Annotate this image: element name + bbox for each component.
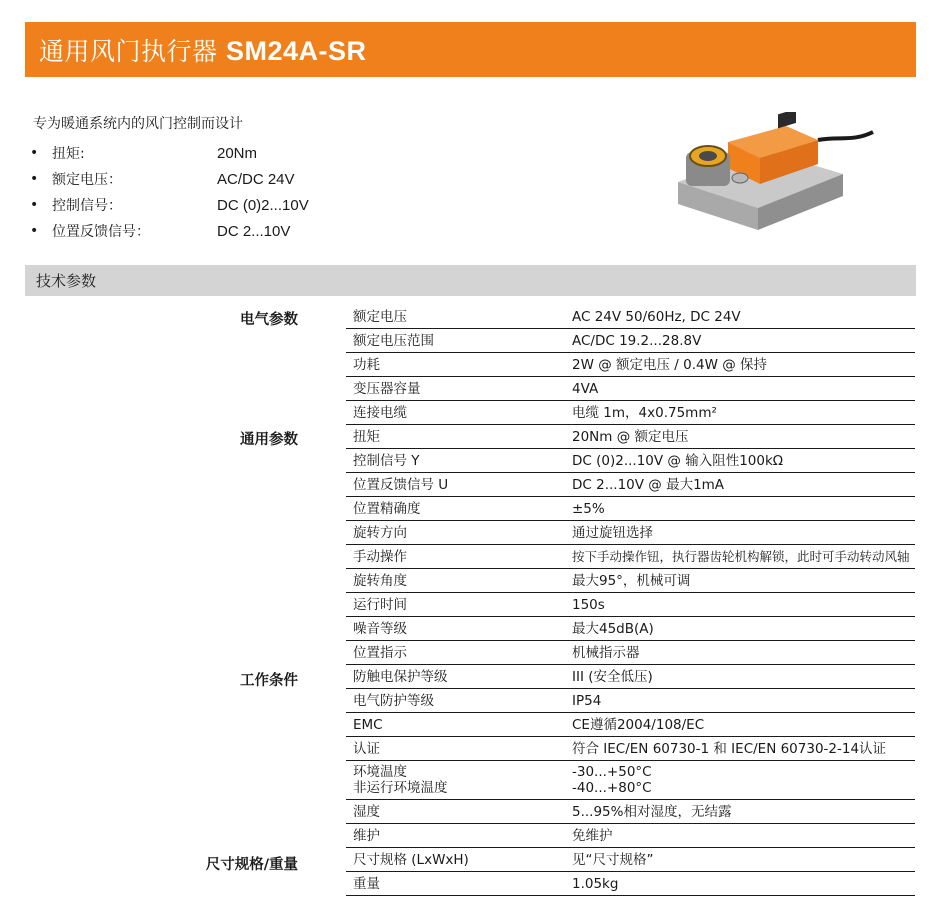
param-value: ±5% [565,497,915,521]
param-value: III (安全低压) [565,665,915,689]
spec-item [30,166,309,192]
spec-list [30,140,309,244]
param-value: 见“尺寸规格” [565,848,915,872]
spec-value: DC (0)2...10V [217,196,309,214]
param-name: EMC [346,713,565,737]
param-value: 按下手动操作钮，执行器齿轮机构解锁，此时可手动转动风轴 [565,545,915,569]
param-name: 旋转角度 [346,569,565,593]
param-name: 噪音等级 [346,617,565,641]
section-header [25,265,916,296]
spec-item [30,218,309,244]
param-name: 防触电保护等级 [346,665,565,689]
table-row [346,737,915,761]
param-name: 位置反馈信号 U [346,473,565,497]
table-row [346,521,915,545]
title-model: SM24A-SR [225,35,367,66]
param-name: 非运行环境温度 [353,780,448,796]
actuator-product-image [668,112,878,242]
table-row [346,449,915,473]
param-name: 功耗 [346,353,565,377]
param-value: 5...95%相对湿度，无结露 [565,800,915,824]
param-value: DC (0)2...10V @ 输入阻性100kΩ [565,449,915,473]
param-name: 手动操作 [346,545,565,569]
param-name: 认证 [346,737,565,761]
table-row [346,329,915,353]
param-value: 通过旋钮选择 [565,521,915,545]
param-name: 控制信号 Y [346,449,565,473]
table-row [346,593,915,617]
header-bar [25,22,916,77]
param-value: 符合 IEC/EN 60730-1 和 IEC/EN 60730-2-14认证 [565,737,915,761]
table-row [346,713,915,737]
param-name: 湿度 [346,800,565,824]
param-name: 额定电压 [346,305,565,329]
param-name: 重量 [346,872,565,896]
spec-value: 20Nm [217,144,258,162]
table-row [346,353,915,377]
spec-label: 扭矩: [52,146,85,162]
param-value: 2W @ 额定电压 / 0.4W @ 保持 [565,353,915,377]
spec-value: DC 2...10V [217,222,291,240]
param-value: IP54 [565,689,915,713]
group-label-operating: 工作条件 [240,673,298,689]
intro-description: 专为暖通系统内的风门控制而设计 [33,116,243,132]
param-name: 尺寸规格 (LxWxH) [346,848,565,872]
table-row [346,665,915,689]
group-label-electrical: 电气参数 [240,312,298,328]
param-value-cell [565,761,915,800]
param-value: -40...+80°C [572,780,652,796]
param-name: 位置精确度 [346,497,565,521]
table-row [346,689,915,713]
param-value: 最大45dB(A) [565,617,915,641]
param-value: 150s [565,593,915,617]
group-label-general: 通用参数 [240,432,298,448]
param-value: 电缆 1m，4x0.75mm² [565,401,915,425]
table-row [346,377,915,401]
table-row [346,641,915,665]
table-row [346,545,915,569]
param-name: 维护 [346,824,565,848]
table-row [346,824,915,848]
table-row [346,401,915,425]
table-row [346,617,915,641]
bullet-icon: • [30,223,39,239]
param-name-cell [346,761,565,800]
table-row [346,473,915,497]
param-value: 最大95°，机械可调 [565,569,915,593]
bullet-icon: • [30,171,39,187]
param-name: 电气防护等级 [346,689,565,713]
param-value: 20Nm @ 额定电压 [565,425,915,449]
param-value: CE遵循2004/108/EC [565,713,915,737]
param-name: 额定电压范围 [346,329,565,353]
table-row [346,848,915,872]
param-value: DC 2...10V @ 最大1mA [565,473,915,497]
spec-label: 位置反馈信号： [52,224,150,240]
spec-item [30,140,309,166]
page-title [25,32,366,68]
table-row [346,800,915,824]
group-label-dimensions-weight: 尺寸规格/重量 [205,857,298,873]
bullet-icon: • [30,197,39,213]
param-value: AC/DC 19.2...28.8V [565,329,915,353]
param-value: AC 24V 50/60Hz, DC 24V [565,305,915,329]
param-name: 环境温度 [353,764,407,780]
spec-label: 控制信号： [52,198,122,214]
param-name: 扭矩 [346,425,565,449]
section-title: 技术参数 [36,272,97,290]
param-value: 1.05kg [565,872,915,896]
table-row [346,305,915,329]
parameter-table [346,305,915,896]
param-value: 免维护 [565,824,915,848]
param-name: 变压器容量 [346,377,565,401]
param-value: -30...+50°C [572,764,652,780]
table-row [346,497,915,521]
param-name: 位置指示 [346,641,565,665]
param-name: 旋转方向 [346,521,565,545]
spec-value: AC/DC 24V [217,170,295,188]
spec-label: 额定电压： [52,172,122,188]
param-name: 连接电缆 [346,401,565,425]
table-row [346,569,915,593]
param-value: 机械指示器 [565,641,915,665]
title-prefix: 通用风门执行器 [39,36,226,66]
spec-item [30,192,309,218]
param-value: 4VA [565,377,915,401]
table-row [346,872,915,896]
table-row [346,761,915,800]
bullet-icon: • [30,145,39,161]
table-row [346,425,915,449]
param-name: 运行时间 [346,593,565,617]
